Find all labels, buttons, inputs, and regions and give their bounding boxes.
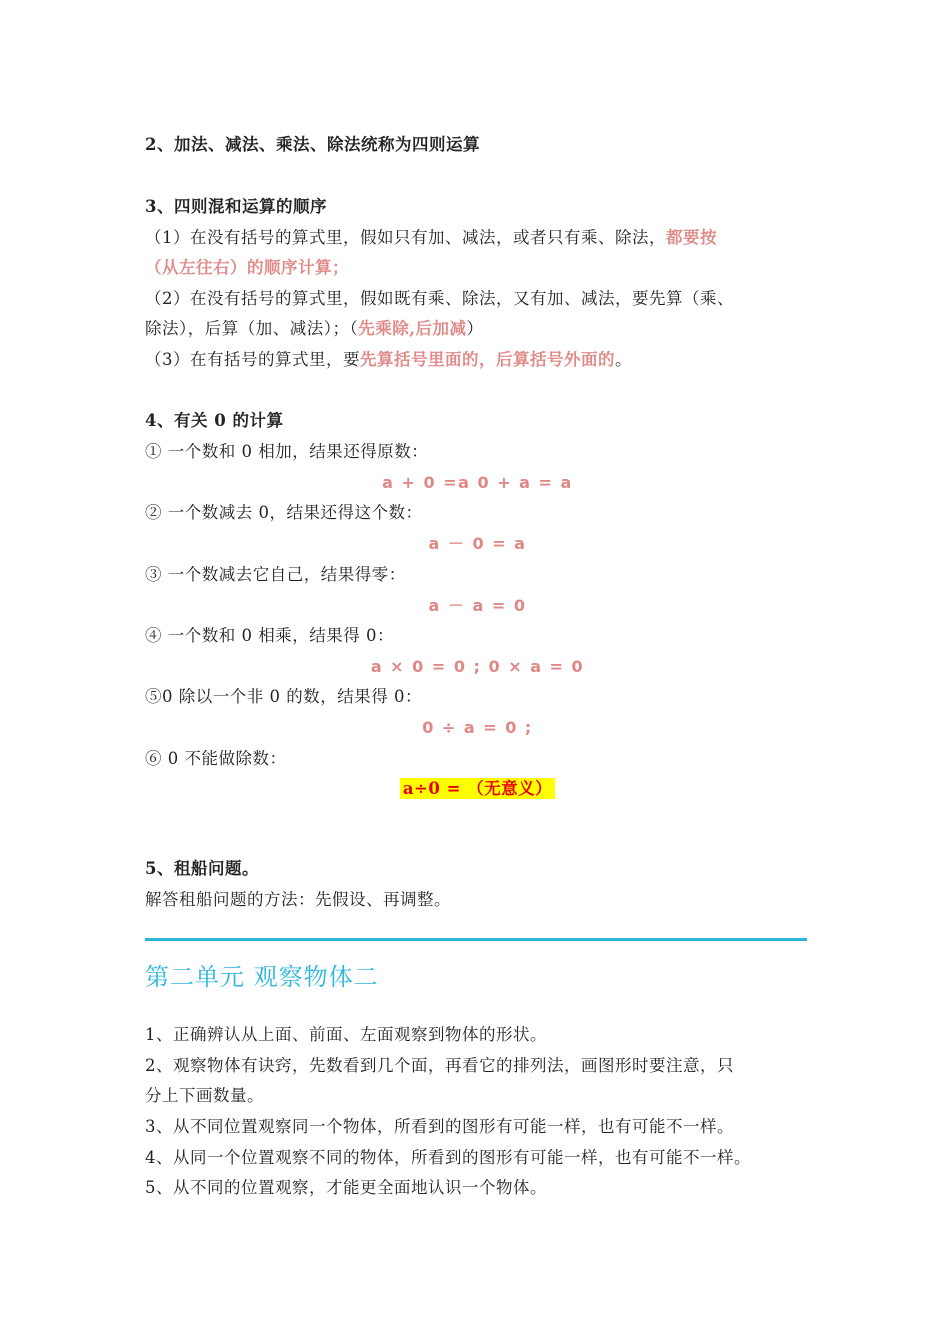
unit-2-title: 第二单元 观察物体二 (145, 963, 379, 991)
rule-1-line-2: （从左往右）的顺序计算； (145, 258, 349, 277)
zero-formula-3: a － a = 0 (428, 596, 527, 615)
zero-rule-3: ③ 一个数减去它自己，结果得零： (145, 565, 406, 584)
zero-formula-6-line (145, 777, 810, 801)
zero-rule-5: ⑤0 除以一个非 0 的数，结果得 0： (145, 687, 422, 706)
unit-2-point-2-line-1: 2、观察物体有诀窍，先数看到几个面，再看它的排列法，画图形时要注意，只 (145, 1056, 734, 1075)
rule-3-emphasis: 先算括号里面的，后算括号外面的 (360, 350, 615, 369)
unit-2-point-2-line-2: 分上下画数量。 (145, 1086, 264, 1105)
zero-rule-2: ② 一个数减去 0，结果还得这个数： (145, 503, 423, 522)
highlighted-formula: a÷0 = （无意义） (400, 778, 555, 799)
zero-rule-4: ④ 一个数和 0 相乘，结果得 0： (145, 626, 394, 645)
section-5-title: 5、租船问题。 (145, 859, 259, 878)
section-4-title: 4、有关 0 的计算 (145, 411, 284, 430)
section-3-title: 3、四则混和运算的顺序 (145, 197, 327, 216)
zero-rule-1: ① 一个数和 0 相加，结果还得原数： (145, 442, 429, 461)
zero-formula-5: 0 ÷ a = 0 ; (422, 718, 533, 737)
zero-formula-2: a － 0 = a (428, 534, 527, 553)
rule-2-emphasis: 先乘除,后加减 (358, 319, 467, 338)
rule-1-line-1: （1）在没有括号的算式里，假如只有加、减法，或者只有乘、除法，都要按 (145, 228, 717, 247)
unit-2-point-4: 4、从同一个位置观察不同的物体，所看到的图形有可能一样，也有可能不一样。 (145, 1148, 751, 1167)
rule-2-line-1: （2）在没有括号的算式里，假如既有乘、除法，又有加、减法，要先算（乘、 (145, 289, 734, 308)
rule-3-line: （3）在有括号的算式里，要先算括号里面的，后算括号外面的。 (145, 350, 632, 369)
section-divider (145, 938, 807, 941)
zero-formula-4: a × 0 = 0 ; 0 × a = 0 (370, 657, 585, 676)
unit-2-point-3: 3、从不同位置观察同一个物体，所看到的图形有可能一样，也有可能不一样。 (145, 1117, 734, 1136)
rule-2-line-2: 除法），后算（加、减法）；（先乘除,后加减） (145, 319, 484, 338)
section-5-text: 解答租船问题的方法：先假设、再调整。 (145, 890, 451, 909)
unit-2-point-1: 1、正确辨认从上面、前面、左面观察到物体的形状。 (145, 1025, 547, 1044)
zero-rule-6: ⑥ 0 不能做除数： (145, 749, 287, 768)
unit-2-point-5: 5、从不同的位置观察，才能更全面地认识一个物体。 (145, 1178, 547, 1197)
zero-formula-1: a + 0 =a 0 + a = a (382, 473, 573, 492)
rule-1-emphasis: 都要按 (666, 228, 717, 247)
section-2-title: 2、加法、减法、乘法、除法统称为四则运算 (145, 135, 480, 154)
